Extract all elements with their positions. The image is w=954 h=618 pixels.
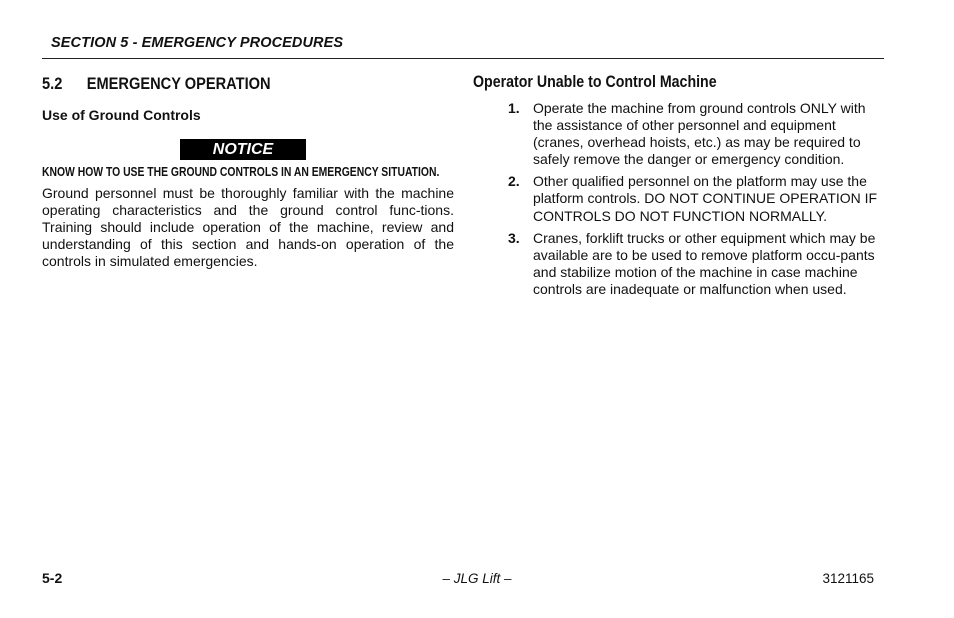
footer-page-number: 5-2	[42, 570, 63, 586]
header-divider	[42, 58, 884, 59]
procedure-step	[508, 100, 884, 168]
right-column-heading: Operator Unable to Control Machine	[473, 73, 717, 91]
section-heading-number: 5.2	[42, 74, 63, 93]
step-number: 1.	[508, 100, 520, 116]
body-paragraph: Ground personnel must be thoroughly familiar with the machine operating characteristics and the ground control func-tions. Training should include operation of the machine, review and understanding of this section and hands-on operation of the controls in simulated emergencies.	[42, 185, 454, 270]
step-text: Cranes, forklift trucks or other equipment which may be available are to be used to remove platform occu-pants and stabilize motion of the machine in case machine controls are inadequate or malfunction when used.	[533, 229, 876, 297]
step-text: Other qualified personnel on the platform may use the platform controls. DO NOT CONTINUE OPERATION IF CONTROLS DO NOT FUNCTION NORMALLY.	[533, 173, 878, 224]
section-heading-title: EMERGENCY OPERATION	[86, 74, 271, 93]
procedure-step	[508, 173, 884, 224]
section-heading	[42, 74, 271, 94]
notice-badge: NOTICE	[180, 139, 306, 160]
step-text: Operate the machine from ground controls ONLY with the assistance of other personnel and equipment (cranes, overhead hoists, etc.) as may be required to safely remove the danger or emergency condition.	[533, 100, 866, 168]
procedure-step	[508, 230, 884, 298]
procedure-steps-list	[508, 100, 884, 303]
section-header: SECTION 5 - EMERGENCY PROCEDURES	[51, 35, 344, 51]
notice-text: KNOW HOW TO USE THE GROUND CONTROLS IN AN EMERGENCY SITUATION.	[42, 165, 440, 179]
step-number: 3.	[508, 229, 520, 246]
footer-brand: – JLG Lift –	[442, 571, 512, 586]
subheading: Use of Ground Controls	[42, 107, 201, 123]
step-number: 2.	[508, 173, 520, 190]
footer-document-number: 3121165	[822, 571, 874, 586]
